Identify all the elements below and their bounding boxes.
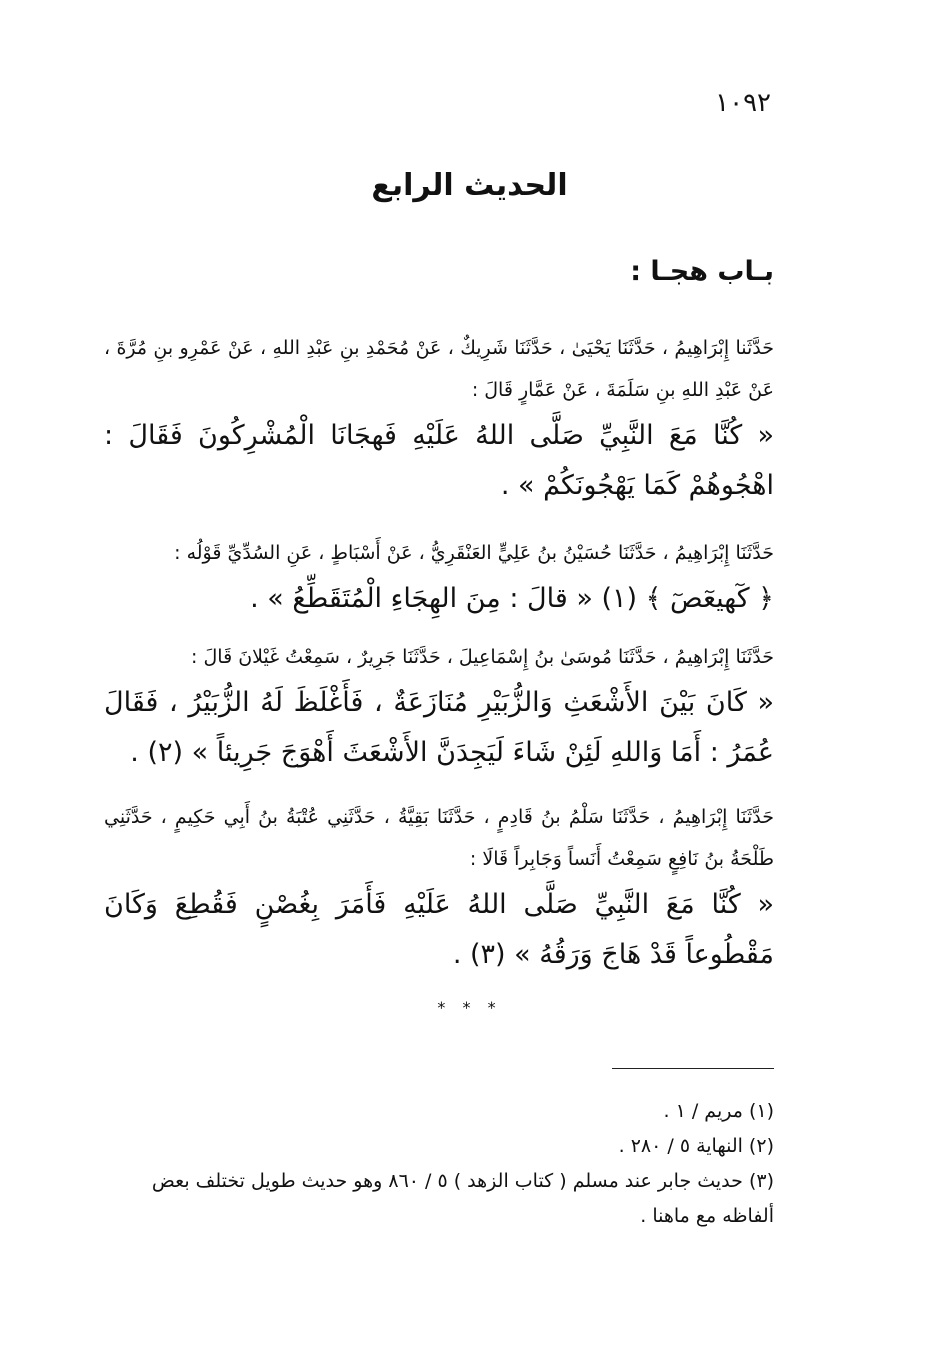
matn-text: « كَانَ بَيْنَ الأَشْعَثِ وَالزُّبَيْرِ مُنَازَعَةٌ ، فَأَغْلَظَ لَهُ الزُّبَيْرُ ، فَقَالَ عُمَرُ : أَمَا وَاللهِ لَئِنْ شَاءَ لَيَجِدَنَّ الأَشْعَثَ أَهْوَجَ جَرِيئاً » (٢) . [104,687,774,768]
isnad-text: حَدَّثَنَا إِبْرَاهِيمُ ، حَدَّثَنَا سَلْمُ بنُ قَادِمٍ ، حَدَّثَنَا بَقِيَّةُ ، حَدَّثَنِي عُتْبَةُ بنُ أَبِي حَكِيمٍ ، حَدَّثَنِي طَلْحَةُ بنُ نَافِعٍ سَمِعْتُ أَنَساً وَجَابِراً قَالَا : [104,806,774,870]
footnote-1: (١) مريم / ١ . [663,1100,774,1122]
hadith-paragraph-4 [104,796,774,980]
isnad-text: حَدَّثَنا إِبْرَاهِيمُ ، حَدَّثَنَا يَحْيَىٰ ، حَدَّثَنَا شَرِيكٌ ، عَنْ مُحَمْدِ بنِ عَبْدِ اللهِ ، عَنْ عَمْرِو بنِ مُرَّةَ ، عَنْ عَبْدِ اللهِ بنِ سَلَمَةَ ، عَنْ عَمَّارٍ قَالَ : [104,337,774,401]
isnad-text: حَدَّثَنَا إِبْرَاهِيمُ ، حَدَّثَنَا مُوسَىٰ بنُ إِسْمَاعِيلَ ، حَدَّثَنَا جَرِيرٌ ، سَمِعْتُ غَيْلانَ قَالَ : [191,646,774,668]
matn-text: ﴿ كٓهيعٓصٓ ﴾ (١) « قالَ : مِنَ الهِجَاءِ الْمُتَقَطِّعُ » . [250,583,774,614]
chapter-heading: بـاب هجـا : [630,256,774,287]
isnad-text: حَدَّثَنَا إِبْرَاهِيمُ ، حَدَّثَنَا حُسَيْنُ بنُ عَلِيٍّ العَنْقَرِيُّ ، عَنْ أَسْبَاطٍ ، عَنِ السُدِّيِّ قَوْلُه : [174,542,774,564]
footnote-3: (٣) حديث جابر عند مسلم ( كتاب الزهد ) ٥ / ٨٦٠ وهو حديث طويل تختلف بعض ألفاظه مع ماهنا . [151,1170,774,1227]
hadith-heading: الحديث الرابع [371,168,568,203]
matn-text: « كُنَّا مَعَ النَّبِيِّ صَلَّى اللهُ عَلَيْهِ فَهجَانَا الْمُشْرِكُونَ فَقَالَ : اهْجُوهُمْ كَمَا يَهْجُونَكُمْ » . [104,420,774,501]
footnotes [104,1094,774,1234]
hadith-paragraph-2 [104,532,774,624]
matn-text: « كُنَّا مَعَ النَّبِيِّ صَلَّى اللهُ عَلَيْهِ فَأَمَرَ بِغُصْنٍ فَقُطِعَ وَكَانَ مَقْطُوعاً قَدْ هَاجَ وَرَقُهُ » (٣) . [104,889,774,970]
hadith-paragraph-3 [104,636,774,778]
hadith-paragraph-1 [104,327,774,511]
page-number: ١٠٩٢ [715,88,771,118]
footnote-2: (٢) النهاية ٥ / ٢٨٠ . [618,1135,774,1157]
section-separator: * * * [437,998,502,1017]
footnote-rule [612,1068,774,1069]
